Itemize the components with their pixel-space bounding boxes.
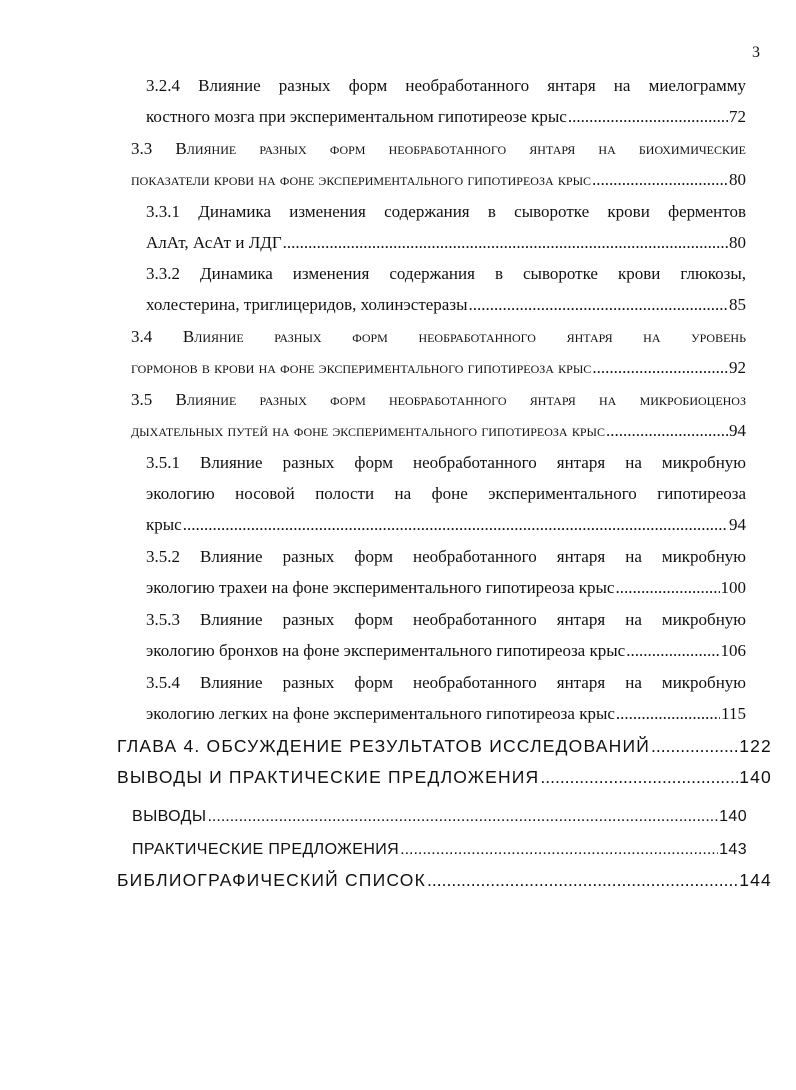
- toc-entry-3-4[interactable]: [131, 321, 746, 383]
- toc-entry-text: дыхательных путей на фоне экспериментального гипотиреоза крыс: [131, 421, 605, 440]
- toc-page-number: 106: [720, 641, 746, 660]
- toc-entry-leader: [131, 352, 746, 383]
- toc-entry-3-5[interactable]: [131, 384, 746, 446]
- page-number: 3: [752, 44, 760, 61]
- toc-entry-line: 3.5.1 Влияние разных форм необработанного янтаря на микробную: [146, 453, 746, 472]
- dot-leader: [207, 801, 718, 832]
- toc-page-number: 140: [719, 808, 747, 825]
- toc-entry-leader: [146, 572, 746, 603]
- toc-entry-text: показатели крови на фоне экспериментального гипотиреоза крыс: [131, 170, 592, 189]
- toc-entry-leader: [117, 762, 772, 793]
- toc-entry-text: крыс: [146, 515, 182, 534]
- toc-entry-text: БИБЛИОГРАФИЧЕСКИЙ СПИСОК: [117, 870, 427, 890]
- dot-leader: [616, 698, 720, 729]
- toc-entry-leader: [131, 164, 746, 195]
- toc-entry-3-5-4[interactable]: [146, 667, 746, 729]
- toc-entry-3-3-1[interactable]: [146, 196, 746, 258]
- toc-entry-line: экологию носовой полости на фоне экспериментального гипотиреоза: [146, 484, 746, 503]
- dot-leader: [427, 865, 738, 896]
- toc-entry-leader: [146, 227, 746, 258]
- toc-entry-text: АлАт, АсАт и ЛДГ: [146, 233, 282, 252]
- toc-entry-leader: [146, 635, 746, 666]
- toc-entry-line: 3.2.4 Влияние разных форм необработанного янтаря на миелограмму: [146, 76, 746, 95]
- dot-leader: [615, 572, 719, 603]
- toc-entry-3-3-2[interactable]: [146, 258, 746, 320]
- toc-entry-leader: [146, 289, 746, 320]
- toc-entry-leader: [146, 101, 746, 132]
- toc-entry-3-5-2[interactable]: [146, 541, 746, 603]
- toc-entry-conclusions[interactable]: [117, 762, 772, 793]
- toc-page-number: 94: [729, 421, 746, 440]
- toc-entry-leader: [146, 698, 746, 729]
- dot-leader: [283, 227, 728, 258]
- toc-page-number: 94: [729, 515, 746, 534]
- toc-entry-3-2-4[interactable]: [146, 70, 746, 132]
- toc-page-number: 115: [721, 704, 746, 723]
- dot-leader: [606, 415, 728, 446]
- toc-page-number: 92: [729, 358, 746, 377]
- toc-page-number: 85: [729, 295, 746, 314]
- toc-page-number: 80: [729, 233, 746, 252]
- toc-entry-line: 3.3.2 Динамика изменения содержания в сыворотке крови глюкозы,: [146, 264, 746, 283]
- toc-page-number: 72: [729, 107, 746, 126]
- dot-leader: [626, 635, 719, 666]
- dot-leader: [540, 762, 738, 793]
- toc-entry-3-5-1[interactable]: [146, 447, 746, 540]
- dot-leader: [183, 509, 728, 540]
- toc-entry-leader: [146, 509, 746, 540]
- toc-entry-text: холестерина, триглицеридов, холинэстеразы: [146, 295, 468, 314]
- toc-entry-text: ВЫВОДЫ: [132, 808, 207, 825]
- dot-leader: [469, 289, 729, 320]
- toc-page-number: 144: [739, 870, 772, 890]
- dot-leader: [400, 834, 718, 865]
- toc-entry-3-5-3[interactable]: [146, 604, 746, 666]
- toc-page-number: 100: [720, 578, 746, 597]
- toc-entry-text: экологию трахеи на фоне экспериментального гипотиреоза крыс: [146, 578, 615, 597]
- dot-leader: [651, 731, 738, 762]
- toc-entry-leader: [117, 865, 772, 896]
- toc-entry-line: 3.4 Влияние разных форм необработанного янтаря на уровень: [131, 327, 746, 346]
- toc-entry-text: гормонов в крови на фоне экспериментального гипотиреоза крыс: [131, 358, 592, 377]
- toc-entry-text: ВЫВОДЫ И ПРАКТИЧЕСКИЕ ПРЕДЛОЖЕНИЯ: [117, 767, 540, 787]
- toc-entry-text: ПРАКТИЧЕСКИЕ ПРЕДЛОЖЕНИЯ: [132, 841, 400, 858]
- toc-entry-3-3[interactable]: [131, 133, 746, 195]
- toc-entry-leader: [131, 415, 746, 446]
- dot-leader: [592, 164, 728, 195]
- dot-leader: [568, 101, 728, 132]
- toc-entry-text: экологию легких на фоне экспериментального гипотиреоза крыс: [146, 704, 615, 723]
- toc-entry-line: 3.5.3 Влияние разных форм необработанного янтаря на микробную: [146, 610, 746, 629]
- toc-entry-vyvody[interactable]: [132, 801, 747, 832]
- toc-entry-text: ГЛАВА 4. ОБСУЖДЕНИЕ РЕЗУЛЬТАТОВ ИССЛЕДОВАНИЙ: [117, 736, 651, 756]
- toc-entry-text: экологию бронхов на фоне экспериментального гипотиреоза крыс: [146, 641, 626, 660]
- toc-entry-leader: [117, 731, 772, 762]
- toc-page-number: 122: [739, 736, 772, 756]
- toc-page-number: 140: [739, 767, 772, 787]
- toc-page-number: 143: [719, 841, 747, 858]
- toc-entry-line: 3.5.4 Влияние разных форм необработанного янтаря на микробную: [146, 673, 746, 692]
- toc-entry-leader: [132, 801, 747, 832]
- toc-page-number: 80: [729, 170, 746, 189]
- toc-entry-line: 3.3.1 Динамика изменения содержания в сыворотке крови ферментов: [146, 202, 746, 221]
- toc-entry-text: костного мозга при экспериментальном гипотиреозе крыс: [146, 107, 567, 126]
- toc-entry-practical[interactable]: [132, 834, 747, 865]
- toc-entry-chapter-4[interactable]: [117, 731, 772, 762]
- toc-entry-leader: [132, 834, 747, 865]
- toc-entry-line: 3.5 Влияние разных форм необработанного янтаря на микробиоценоз: [131, 390, 746, 409]
- toc-entry-line: 3.3 Влияние разных форм необработанного янтаря на биохимические: [131, 139, 746, 158]
- toc-entry-bibliography[interactable]: [117, 865, 772, 896]
- dot-leader: [592, 352, 728, 383]
- toc-entry-line: 3.5.2 Влияние разных форм необработанного янтаря на микробную: [146, 547, 746, 566]
